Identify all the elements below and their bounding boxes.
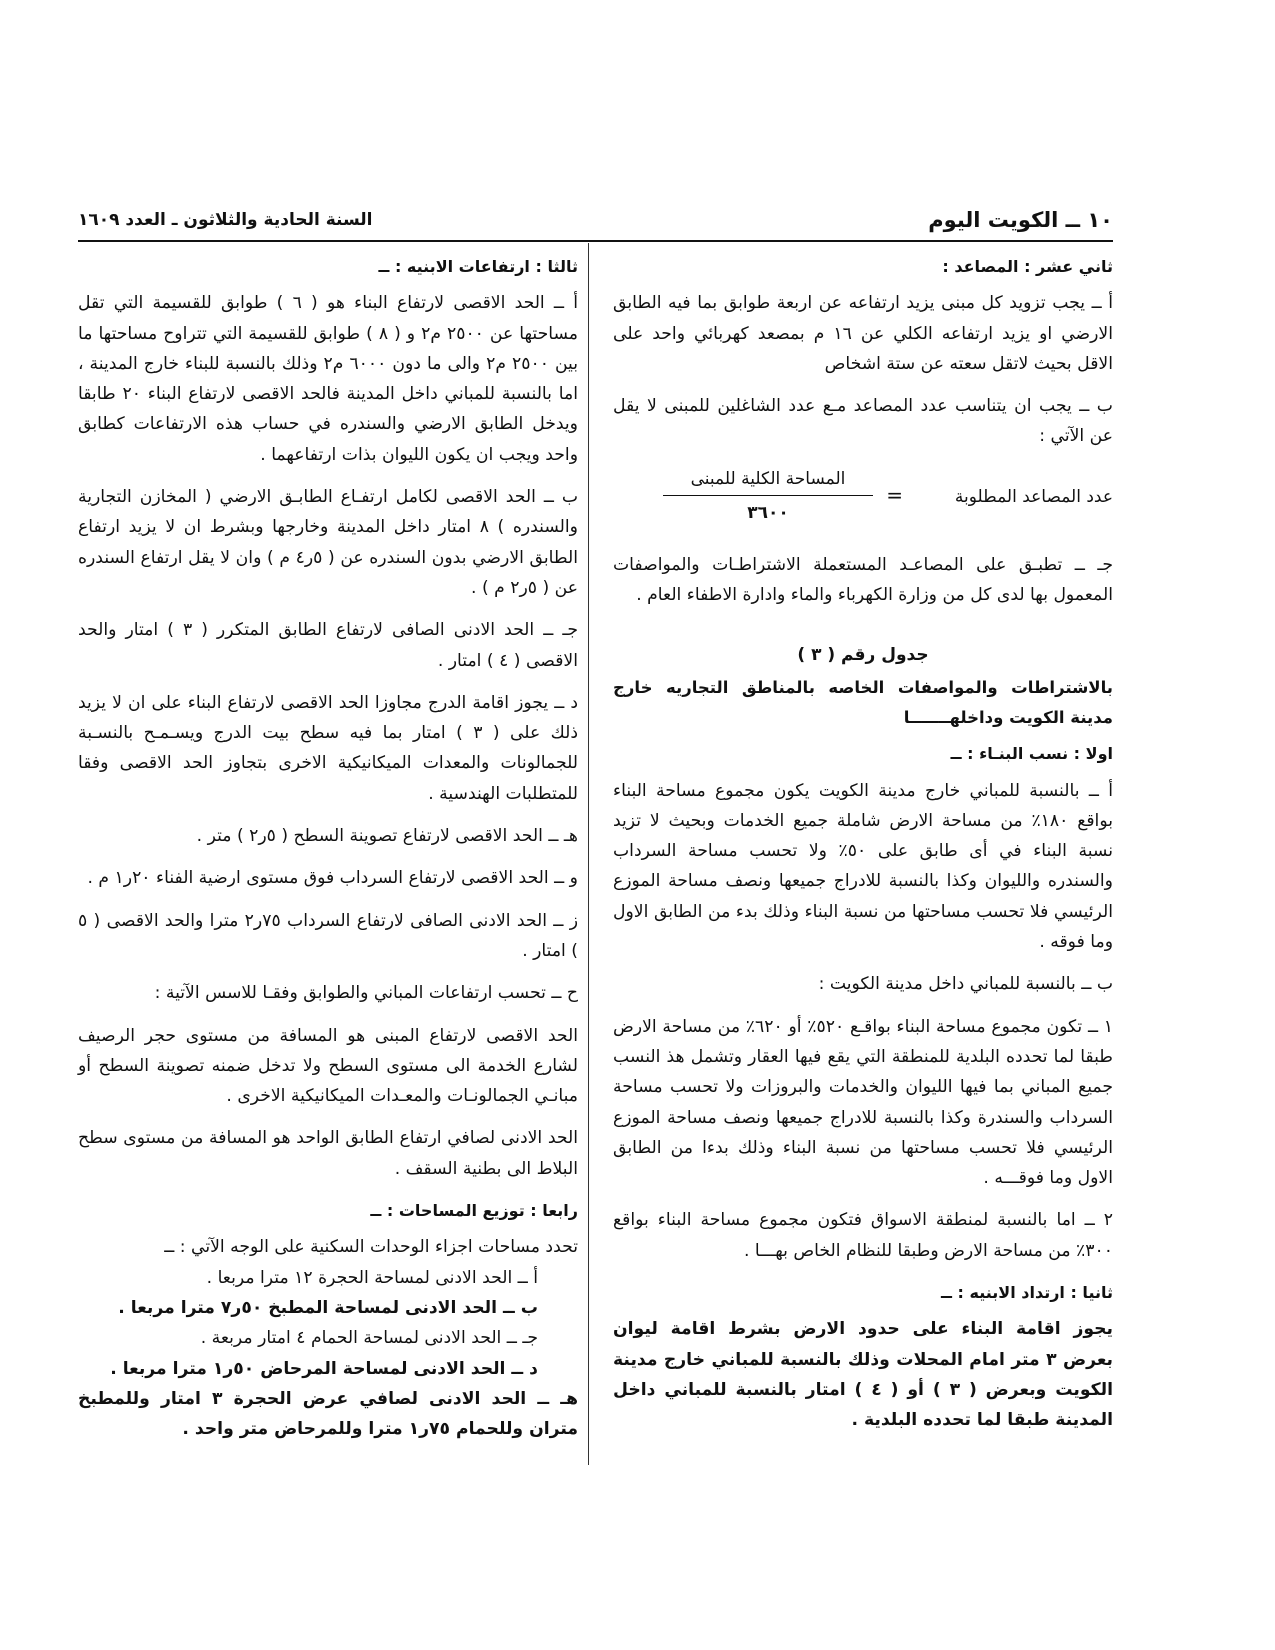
table-title: بالاشتراطات والمواصفات الخاصه بالمناطق التجاريه خارج مدينة الكويت وداخلهـــــــا xyxy=(613,677,1113,727)
heights-clause-h: ح ــ تحسب ارتفاعات المباني والطوابق وفقـا للاسس الآتية : xyxy=(154,983,578,1004)
list-item: أ ــ الحد الادنى لمساحة الحجرة ١٢ مترا مربعا . xyxy=(206,1267,538,1288)
ratios-clause-b1: ١ ــ تكون مجموع مساحة البناء بواقـع ٥٢٠٪ أو ٦٢٠٪ من مساحة الارض طبقا لما تحدده البلدية للمنطقة التي يقع فيها العقار وتشمل هذ النسب جميع المباني بما فيها الليوان والخدمات والبروزات ولا تحسب مساحة السرداب والسندرة وكذا بالنسبة للادراج جميعها ونصف مساحة الموزع الرئيسي فلا تحسب مساحتها من نسبة البناء وذلك بدءا من الطابق الاول وما فوقـــه . xyxy=(613,1016,1114,1189)
page-header xyxy=(78,208,1113,240)
heights-clause-d: د ــ يجوز اقامة الدرج مجاوزا الحد الاقصى لارتفاع البناء على ان لا يزيد ذلك على ( ٣ ) امتار بما فيه سطح بيت الدرج ويسـمـح بالنسـبة للجمالونات والمعدات الميكانيكية الاخرى بتجاوز الحد الاقصى وفقا للمتطلبات الهندسية . xyxy=(78,692,578,804)
areas-intro: تحدد مساحات اجزاء الوحدات السكنية على الوجه الآتي : ــ xyxy=(164,1237,578,1258)
list-item: د ــ الحد الادنى لمساحة المرحاض ٥٠ر١ مترا مربعا . xyxy=(110,1358,538,1379)
heights-clause-b: ب ــ الحد الاقصى لكامل ارتفـاع الطابـق الارضي ( المخازن التجارية والسندره ) ٨ امتار داخل المدينة وخارجها وبشرط ان لا يزيد ارتفاع الطابق الارضي بدون السندره عن ( ٥ر٤ م ) وان لا يقل ارتفاع السندره عن ( ٥ر٢ م ) . xyxy=(78,487,578,598)
newspaper-page-label: ١٠ ــ الكويت اليوم xyxy=(928,208,1113,232)
heights-clause-c: جـ ــ الحد الادنى الصافى لارتفاع الطابق المتكرر ( ٣ ) امتار والحد الاقصى ( ٤ ) امتار . xyxy=(78,620,578,671)
issue-label: السنة الحادية والثلاثون ـ العدد ١٦٠٩ xyxy=(78,210,373,230)
areas-list xyxy=(78,1232,578,1444)
formula-denominator: ٣٦٠٠ xyxy=(747,502,789,523)
ratios-clause-b: ب ــ بالنسبة للمباني داخل مدينة الكويت : xyxy=(818,974,1113,995)
list-item: جـ ــ الحد الادنى لمساحة الحمام ٤ امتار مربعة . xyxy=(200,1328,538,1349)
heights-clause-h1: الحد الاقصى لارتفاع المبنى هو المسافة من مستوى حجر الرصيف لشارع الخدمة الى مستوى السطح ولا تدخل ضمنه تصوينة السطح أو مبانـي الجمالونـات والمعـدات الميكانيكية الاخرى . xyxy=(78,1025,578,1107)
right-column xyxy=(613,250,1113,1448)
ratios-clause-b2: ٢ ــ اما بالنسبة لمنطقة الاسواق فتكون مجموع مساحة البناء بواقع ٣٠٠٪ من مساحة الارض وطبقا للنظام الخاص بهـــا . xyxy=(613,1210,1113,1261)
formula-fraction-bar xyxy=(663,495,873,496)
ratios-clause-a: أ ــ بالنسبة للمباني خارج مدينة الكويت يكون مجموع مساحة البناء بواقع ١٨٠٪ من مساحة الارض شاملة جميع الخدمات وبحيث لا تزيد نسبة البناء في أى طابق على ٥٠٪ ولا تحسب مساحة السرداب والسندره والليوان وكذا بالنسبة للادراج جميعها ونصف مساحة الموزع الرئيسي فلا تحسب مساحتها من نسبة البناء وذلك بدء من الطابق الاول وما فوقه . xyxy=(613,780,1113,953)
formula-equals: = xyxy=(886,482,903,507)
formula-numerator: المساحة الكلية للمبنى xyxy=(690,468,846,489)
list-item: هـ ــ الحد الادنى لصافي عرض الحجرة ٣ امتار وللمطبخ متران وللحمام ٧٥ر١ مترا وللمرحاض متر واحد . xyxy=(78,1388,579,1440)
formula-lhs: عدد المصاعد المطلوبة xyxy=(954,486,1113,507)
column-divider xyxy=(588,243,589,1465)
left-column xyxy=(78,250,578,1444)
heights-clause-f: و ــ الحد الاقصى لارتفاع السرداب فوق مستوى ارضية الفناء ٢٠ر١ م . xyxy=(87,868,578,889)
areas-heading: رابعا : توزيع المساحات : ــ xyxy=(370,1201,578,1221)
setback-heading: ثانيا : ارتداد الابنيه : ــ xyxy=(941,1283,1113,1303)
heights-clause-a: أ ــ الحد الاقصى لارتفاع البناء هو ( ٦ ) طوابق للقسيمة التي تقل مساحتها عن ٢٥٠٠ م٢ و ( ٨ ) طوابق للقسيمة التي تتراوح مساحتها ما بين ٢٥٠٠ م٢ والى ما دون ٦٠٠٠ م٢ وذلك بالنسبة للبناء خارج المدينة ، اما بالنسبة للمباني داخل المدينة فالحد الاقصى لارتفاع البناء ٢٠ طابقا ويدخل الطابق الارضي والسندره في حساب هذه الارتفاعات كطابق واحد ويجب ان يكون الليوان بذات ارتفاعهما . xyxy=(78,293,579,465)
table-heading: جدول رقم ( ٣ ) xyxy=(797,645,929,666)
building-heights-heading: ثالثا : ارتفاعات الابنيه : ــ xyxy=(378,257,578,276)
heights-clause-g: ز ــ الحد الادنى الصافى لارتفاع السرداب ٧٥ر٢ مترا والحد الاقصى ( ٥ ) امتار . xyxy=(78,910,578,961)
header-rule xyxy=(78,240,1113,242)
list-item: ب ــ الحد الادنى لمساحة المطبخ ٥٠ر٧ مترا مربعا . xyxy=(118,1297,538,1318)
elevator-formula xyxy=(613,464,1113,536)
heights-clause-e: هـ ــ الحد الاقصى لارتفاع تصوينة السطح ( ٥ر٢ ) متر . xyxy=(196,826,578,847)
elevators-clause-a: أ ــ يجب تزويد كل مبنى يزيد ارتفاعه عن اربعة طوابق بما فيه الطابق الارضي او يزيد ارتفاعه الكلي عن ١٦ م بمصعد كهربائي واحد على الاقل بحيث لاتقل سعته عن ستة اشخاص xyxy=(613,293,1113,374)
setback-text: يجوز اقامة البناء على حدود الارض بشرط اقامة ليوان بعرض ٣ متر امام المحلات وذلك بالنسبة للمباني خارج مدينة الكويت وبعرض ( ٣ ) أو ( ٤ ) امتار بالنسبة للمباني داخل المدينة طبقا لما تحدده البلدية . xyxy=(613,1319,1113,1431)
heights-clause-h2: الحد الادنى لصافي ارتفاع الطابق الواحد هو المسافة من مستوى سطح البلاط الى بطنية السقف . xyxy=(78,1128,578,1179)
building-ratios-heading: اولا : نسب البنـاء : ــ xyxy=(950,744,1113,764)
elevators-clause-b: ب ــ يجب ان يتناسب عدد المصاعد مـع عدد الشاغلين للمبنى لا يقل عن الآتي : xyxy=(613,396,1113,447)
elevators-heading: ثاني عشر : المصاعد : xyxy=(942,257,1113,276)
elevators-clause-c: جـ ــ تطبـق على المصاعـد المستعملة الاشتراطـات والمواصفات المعمول بها لدى كل من وزارة الكهرباء والماء وادارة الاطفاء العام . xyxy=(613,554,1113,606)
